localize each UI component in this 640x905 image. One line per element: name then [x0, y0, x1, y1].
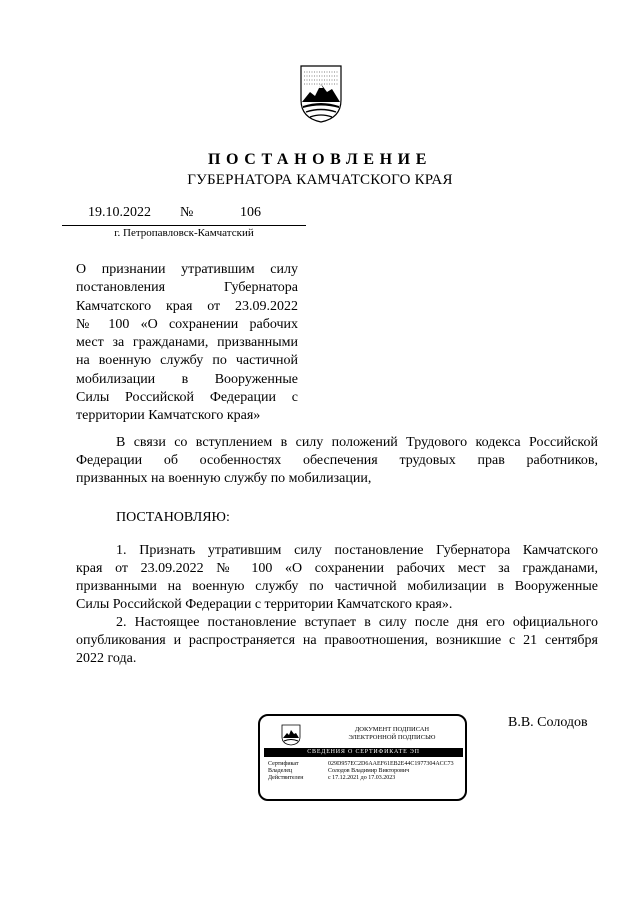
- decree-word: ПОСТАНОВЛЯЮ:: [116, 510, 230, 525]
- paragraph-line: 2022 года.: [76, 650, 137, 666]
- document-date: 19.10.2022: [88, 205, 151, 220]
- item-2-paragraph: [76, 614, 598, 668]
- paragraph-line: В связи со вступлением в силу положений Трудового кодекса Российской: [116, 435, 598, 450]
- paragraph-line: призванными на военную службу по частичной мобилизации в Вооруженные: [76, 578, 598, 594]
- subject-line: Камчатского края от 23.09.2022: [76, 298, 298, 314]
- subject-line: О признании утратившим силу: [76, 262, 298, 277]
- certificate-row: [268, 761, 454, 768]
- paragraph-line: призванных на военную службу по мобилизации,: [76, 470, 372, 486]
- validity-row-value: с 17.12.2021 до 17.03.2023: [328, 775, 396, 781]
- subject-line: на военную службу по частичной: [76, 353, 298, 369]
- subject-line: постановления Губернатора: [76, 280, 298, 296]
- stamp-heading-line: ЭЛЕКТРОННОЙ ПОДПИСЬЮ: [348, 734, 436, 741]
- subject-line: № 100 «О сохранении рабочих: [76, 316, 298, 332]
- subject-line: Силы Российской Федерации с: [76, 390, 298, 406]
- stamp-heading-line: ДОКУМЕНТ ПОДПИСАН: [354, 726, 430, 733]
- certificate-row-key: Сертификат: [268, 761, 299, 767]
- validity-row-key: Действителен: [268, 775, 304, 781]
- paragraph-line: края от 23.09.2022 № 100 «О сохранении рабочих мест за гражданами,: [76, 560, 598, 576]
- signer-name: В.В. Солодов: [508, 715, 588, 730]
- owner-row-value: Солодов Владимир Викторович: [328, 768, 410, 774]
- document-title: ПОСТАНОВЛЕНИЕ: [208, 151, 432, 168]
- small-emblem-icon: [281, 724, 301, 746]
- owner-row: [268, 768, 409, 775]
- subject-line: территории Камчатского края»: [76, 408, 261, 424]
- place-of-issue: г. Петропавловск-Камчатский: [114, 227, 254, 239]
- paragraph-line: 1. Признать утратившим силу постановление Губернатора Камчатского: [116, 543, 598, 558]
- paragraph-line: Силы Российской Федерации с территории Камчатского края».: [76, 596, 453, 612]
- preamble-paragraph: [76, 434, 598, 488]
- subject-line: мобилизации в Вооруженные: [76, 371, 298, 387]
- subject-line: мест за гражданами, призванными: [76, 335, 298, 351]
- validity-row: [268, 775, 395, 782]
- certificate-info-bar: СВЕДЕНИЯ О СЕРТИФИКАТЕ ЭП: [264, 748, 463, 757]
- document-number: 106: [240, 205, 261, 220]
- item-1-paragraph: [76, 542, 598, 614]
- paragraph-line: опубликования и распространяется на правоотношения, возникшие с 21 сентября: [76, 632, 598, 648]
- registration-line: [62, 205, 306, 226]
- number-sign: №: [180, 205, 194, 220]
- document-issuer: ГУБЕРНАТОРА КАМЧАТСКОГО КРАЯ: [187, 172, 453, 188]
- paragraph-line: 2. Настоящее постановление вступает в силу после дня его официального: [116, 615, 598, 630]
- document-subject: [76, 261, 298, 426]
- stamp-heading: [332, 726, 452, 742]
- owner-row-key: Владелец: [268, 768, 293, 774]
- paragraph-line: Федерации об особенностях обеспечения трудовых прав работников,: [76, 452, 598, 468]
- certificate-row-value: 029D957EC2D6AAEF61EB2E44C1977304ACC73: [328, 761, 454, 767]
- coat-of-arms-emblem: [298, 62, 344, 124]
- electronic-signature-stamp: [258, 714, 467, 801]
